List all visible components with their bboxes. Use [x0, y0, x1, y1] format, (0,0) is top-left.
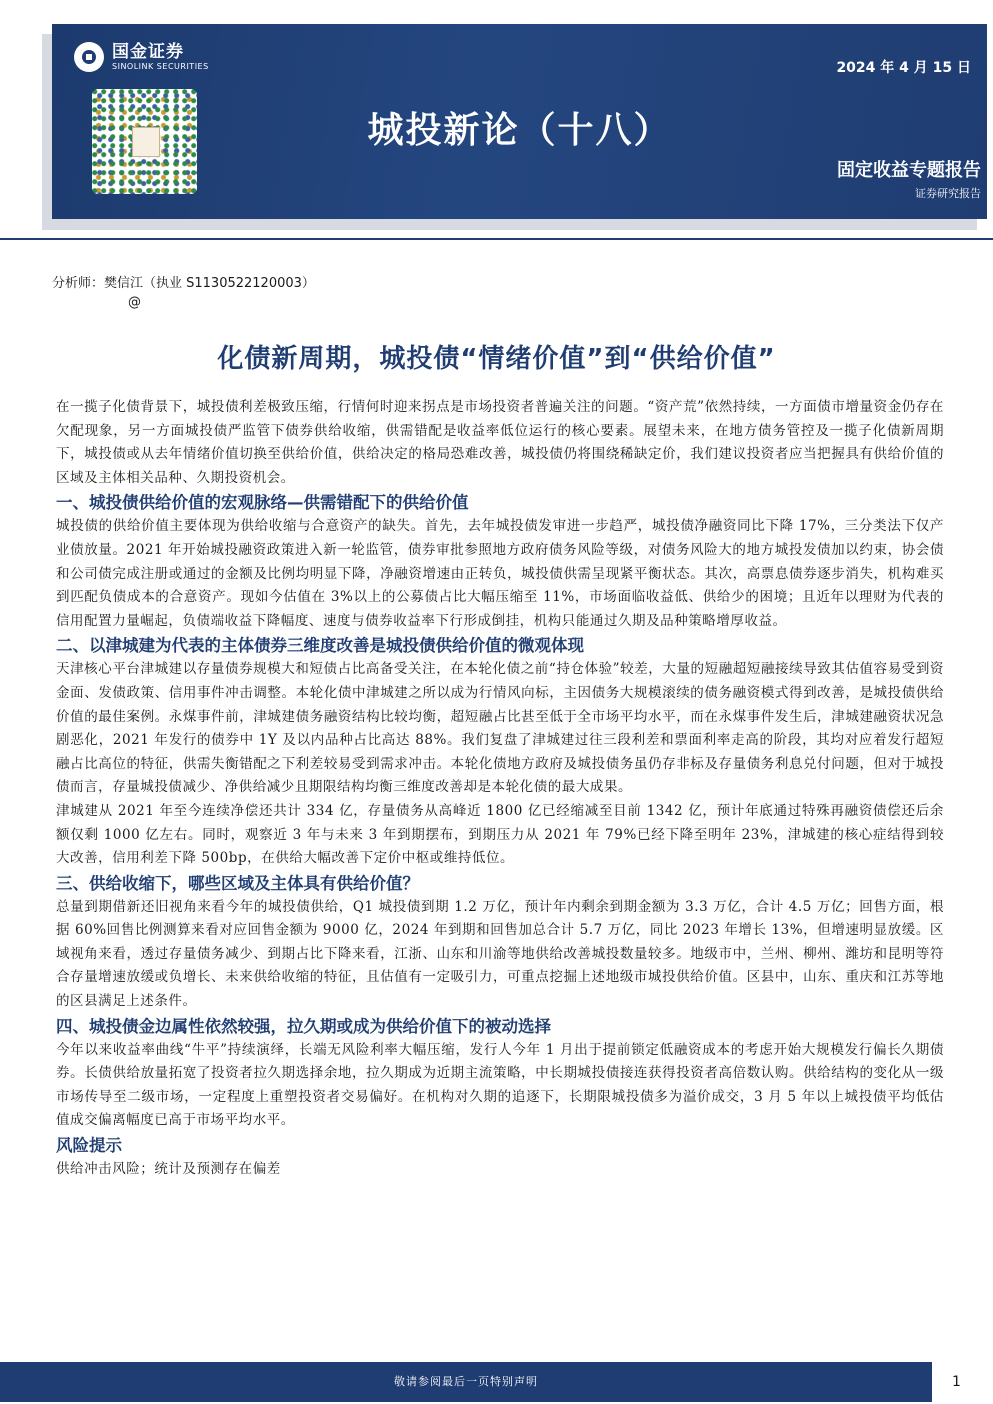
- company-logo: [74, 42, 209, 72]
- logo-name-en: SINOLINK SECURITIES: [112, 61, 209, 71]
- logo-name-cn: 国金证券: [112, 41, 184, 62]
- section-4-heading: 四、城投债金边属性依然较强，拉久期或成为供给价值下的被动选择: [56, 1016, 551, 1036]
- section-3-paragraph: 总量到期借新还旧视角来看今年的城投债供给，Q1 城投债到期 1.2 万亿，预计年内剩余到期金额为 3.3 万亿，合计 4.5 万亿；回售方面，根据 60%回售比例测算来看对应回售金额为 9000 亿，2024 年到期和回售加总合计 5.7 万亿，同比 2023 年增长 13%，但增速明显放缓。区域视角来看，透过存量债务减少、到期占比下降来看，江浙、山东和川渝等地供给改善城投数量较多。地级市中，兰州、柳州、潍坊和昆明等符合存量增速放缓或负增长、未来供给收缩的特征，且估值有一定吸引力，可重点挖掘上述地级市城投供给价值。区县中，山东、重庆和江苏等地的区县满足上述条件。: [56, 898, 944, 1010]
- section-2-paragraph-2: 津城建从 2021 年至今连续净偿还共计 334 亿，存量债务从高峰近 1800 亿已经缩减至目前 1342 亿，预计年底通过特殊再融资债偿还后余额仅剩 1000 亿左右。同时，观察近 3 年与未来 3 年到期摆布，到期压力从 2021 年 79%已经下降至明年 23%，津城建的核心症结得到较大改善，信用利差下降 500bp，在供给大幅改善下定价中枢或维持低位。: [56, 802, 944, 867]
- risk-paragraph: 供给冲击风险；统计及预测存在偏差: [56, 1161, 281, 1178]
- risk-heading: 风险提示: [56, 1136, 122, 1156]
- report-body: [56, 396, 944, 1182]
- intro-paragraph: 在一揽子化债背景下，城投债利差极致压缩，行情何时迎来拐点是市场投资者普遍关注的问题。“资产荒”依然持续，一方面债市增量资金仍存在欠配现象，另一方面城投债严监管下债券供给收缩，供需错配是收益率低位运行的核心要素。展望未来，在地方债务管控及一揽子化债新周期下，城投债或从去年情绪价值切换至供给价值，供给决定的格局恐难改善，城投债仍将围绕稀缺定价，我们建议投资者应当把握具有供给价值的区域及主体相关品种、久期投资机会。: [56, 399, 944, 486]
- report-category: 证券研究报告: [915, 187, 981, 200]
- analyst-email: @: [128, 295, 141, 310]
- footer-disclaimer: 敬请参阅最后一页特别声明: [0, 1362, 932, 1402]
- analyst-name: 分析师：樊信江（执业 S1130522120003）: [52, 276, 315, 291]
- report-banner: [52, 24, 987, 219]
- section-1-paragraph: 城投债的供给价值主要体现为供给收缩与合意资产的缺失。首先，去年城投债发审进一步趋严，城投债净融资同比下降 17%，三分类法下仅产业债放量。2021 年开始城投融资政策进入新一轮监管，债券审批参照地方政府债务风险等级，对债务风险大的地方城投发债加以约束，协会债和公司债完成注册或通过的金额及比例均明显下降，净融资增速由正转负，城投债供需呈现紧平衡状态。其次，高票息债券逐步消失，机构难买到匹配负债成本的合意资产。现如今估值在 3%以上的公募债占比大幅压缩至 11%，市场面临收益低、供给少的困境；且近年以理财为代表的信用配置力量崛起，负债端收益下降幅度、速度与债券收益率下行形成倒挂，机构只能通过久期及品种策略增厚收益。: [56, 518, 944, 629]
- section-4-paragraph: 今年以来收益率曲线“牛平”持续演绎，长端无风险利率大幅压缩，发行人今年 1 月出于提前锁定低融资成本的考虑开始大规模发行偏长久期债券。长债供给放量拓宽了投资者拉久期选择余地，拉久期成为近期主流策略，中长期城投债接连获得投资者高倍数认购。供给结构的变化从一级市场传导至二级市场，一定程度上重塑投资者交易偏好。在机构对久期的追逐下，长期限城投债多为溢价成交，3 月 5 年以上城投债平均低估值成交偏离幅度已高于市场平均水平。: [56, 1041, 944, 1129]
- report-type: 固定收益专题报告: [837, 160, 981, 181]
- section-3-heading: 三、供给收缩下，哪些区域及主体具有供给价值？: [56, 873, 419, 893]
- header-divider: [0, 238, 993, 240]
- report-date: 2024 年 4 月 15 日: [836, 60, 971, 76]
- analyst-info: [52, 274, 315, 312]
- section-1-heading: 一、城投债供给价值的宏观脉络—供需错配下的供给价值: [56, 493, 469, 513]
- section-2-paragraph-1: 天津核心平台津城建以存量债券规模大和短债占比高备受关注，在本轮化债之前“持仓体验”较差，大量的短融超短融接续导致其估值容易受到资金面、发债政策、信用事件冲击调整。本轮化债中津城建之所以成为行情风向标，主因债务大规模滚续的债务融资模式得到改善，是城投债供给价值的最佳案例。永煤事件前，津城建债务融资结构比较均衡，超短融占比甚至低于全市场平均水平，而在永煤事件发生后，津城建融资状况急剧恶化，2021 年发行的债券中 1Y 及以内品种占比高达 88%。我们复盘了津城建过往三段利差和票面利率走高的阶段，其均对应着发行超短融占比高位的特征，供需失衡错配之下利差较易受到需求冲击。本轮化债地方政府及城投债务虽仍存非标及存量债务利息兑付问题，但对于城投债而言，存量城投债减少、净供给减少且期限结构均衡三维度改善却是本轮化债的最大成果。: [56, 661, 944, 796]
- logo-icon: [74, 42, 104, 72]
- section-2-heading: 二、以津城建为代表的主体债券三维度改善是城投债供给价值的微观体现: [56, 636, 584, 656]
- page-number: 1: [952, 1374, 961, 1390]
- report-title: 城投新论（十八）: [367, 110, 672, 151]
- main-heading: 化债新周期，城投债“情绪价值”到“供给价值”: [217, 344, 776, 374]
